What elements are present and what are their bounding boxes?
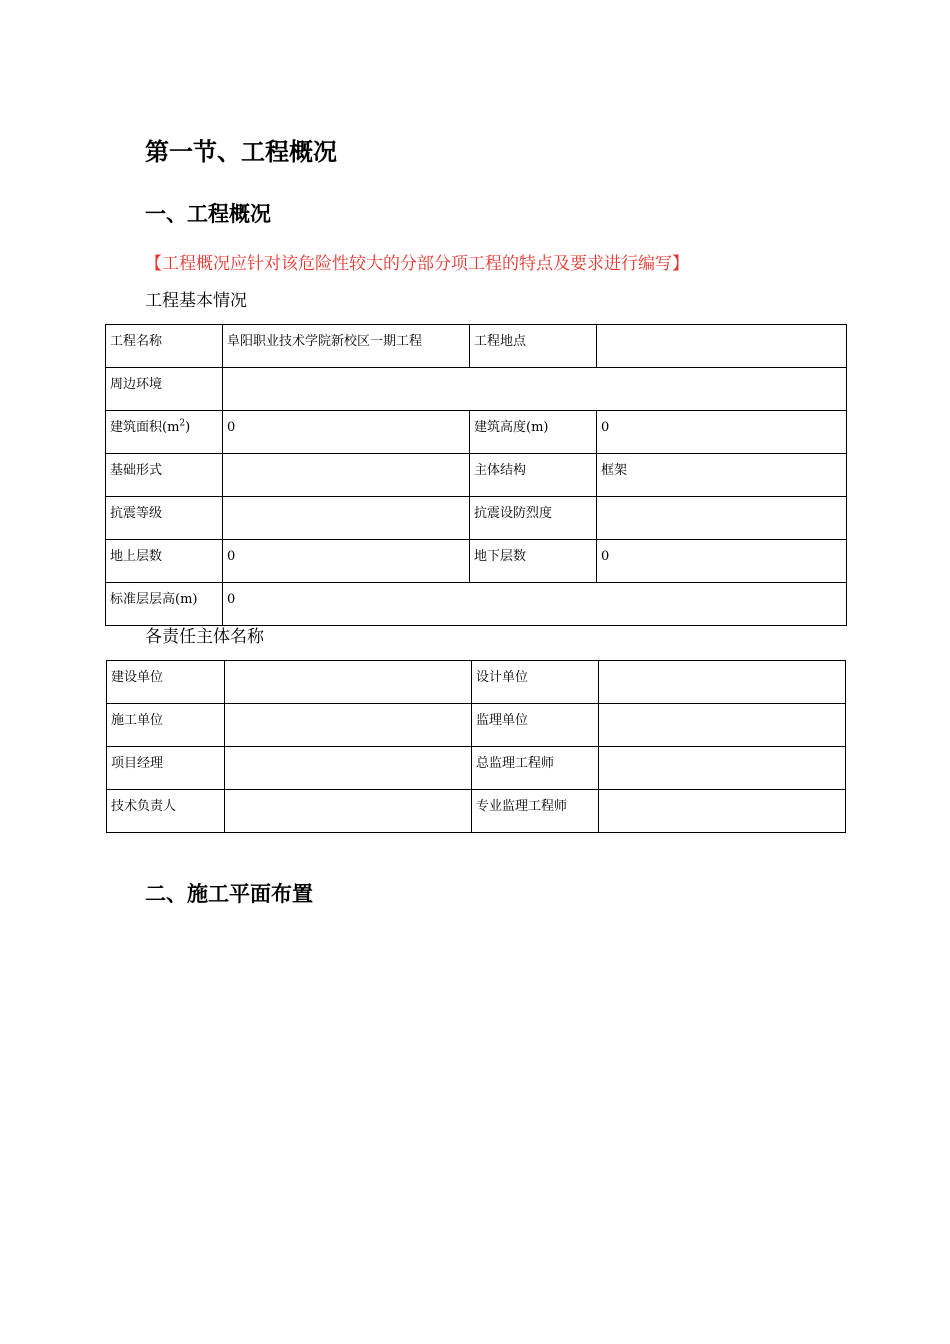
area-value[interactable]: 0: [223, 411, 470, 454]
basic-info-table: [105, 324, 847, 626]
responsible-parties-table: [106, 660, 846, 833]
table-row: [106, 454, 847, 497]
contractor-value[interactable]: [225, 704, 472, 747]
floors-above-value[interactable]: 0: [223, 540, 470, 583]
chief-supervisor-label: 总监理工程师: [472, 747, 599, 790]
subsection-title-overview: 一、工程概况: [145, 201, 271, 226]
project-manager-value[interactable]: [225, 747, 472, 790]
seismic-intensity-value[interactable]: [597, 497, 847, 540]
table-row: [106, 325, 847, 368]
seismic-grade-value[interactable]: [223, 497, 470, 540]
area-label: [106, 411, 223, 454]
table-row: [106, 497, 847, 540]
specialist-supervisor-value[interactable]: [599, 790, 846, 833]
seismic-grade-label: 抗震等级: [106, 497, 223, 540]
table-row: [107, 661, 846, 704]
subsection-title-site-layout: 二、施工平面布置: [145, 881, 313, 906]
contractor-label: 施工单位: [107, 704, 225, 747]
height-label: 建筑高度(m): [470, 411, 597, 454]
area-label-prefix: 建筑面积(m: [110, 420, 180, 435]
supervisor-value[interactable]: [599, 704, 846, 747]
height-value[interactable]: 0: [597, 411, 847, 454]
surroundings-label: 周边环境: [106, 368, 223, 411]
table-caption-parties: 各责任主体名称: [145, 627, 264, 647]
surroundings-value[interactable]: [223, 368, 847, 411]
owner-value[interactable]: [225, 661, 472, 704]
tech-lead-label: 技术负责人: [107, 790, 225, 833]
structure-value[interactable]: 框架: [597, 454, 847, 497]
project-name-value[interactable]: 阜阳职业技术学院新校区一期工程: [223, 325, 470, 368]
project-manager-label: 项目经理: [107, 747, 225, 790]
floors-above-label: 地上层数: [106, 540, 223, 583]
story-height-label: 标准层层高(m): [106, 583, 223, 626]
table-row: [106, 411, 847, 454]
instruction-note: 【工程概况应针对该危险性较大的分部分项工程的特点及要求进行编写】: [145, 254, 689, 274]
specialist-supervisor-label: 专业监理工程师: [472, 790, 599, 833]
area-label-suffix: ): [185, 420, 191, 435]
section-title: 第一节、工程概况: [145, 137, 337, 166]
designer-label: 设计单位: [472, 661, 599, 704]
supervisor-label: 监理单位: [472, 704, 599, 747]
floors-below-label: 地下层数: [470, 540, 597, 583]
table-row: [106, 368, 847, 411]
table-row: [106, 583, 847, 626]
table-row: [107, 704, 846, 747]
seismic-intensity-label: 抗震设防烈度: [470, 497, 597, 540]
tech-lead-value[interactable]: [225, 790, 472, 833]
table-caption-basic: 工程基本情况: [145, 291, 247, 311]
location-label: 工程地点: [470, 325, 597, 368]
project-name-label: 工程名称: [106, 325, 223, 368]
owner-label: 建设单位: [107, 661, 225, 704]
designer-value[interactable]: [599, 661, 846, 704]
area-label-superscript: 2: [179, 418, 186, 429]
table-row: [107, 747, 846, 790]
table-row: [106, 540, 847, 583]
foundation-value[interactable]: [223, 454, 470, 497]
location-value[interactable]: [597, 325, 847, 368]
story-height-value[interactable]: 0: [223, 583, 847, 626]
chief-supervisor-value[interactable]: [599, 747, 846, 790]
floors-below-value[interactable]: 0: [597, 540, 847, 583]
table-row: [107, 790, 846, 833]
structure-label: 主体结构: [470, 454, 597, 497]
foundation-label: 基础形式: [106, 454, 223, 497]
